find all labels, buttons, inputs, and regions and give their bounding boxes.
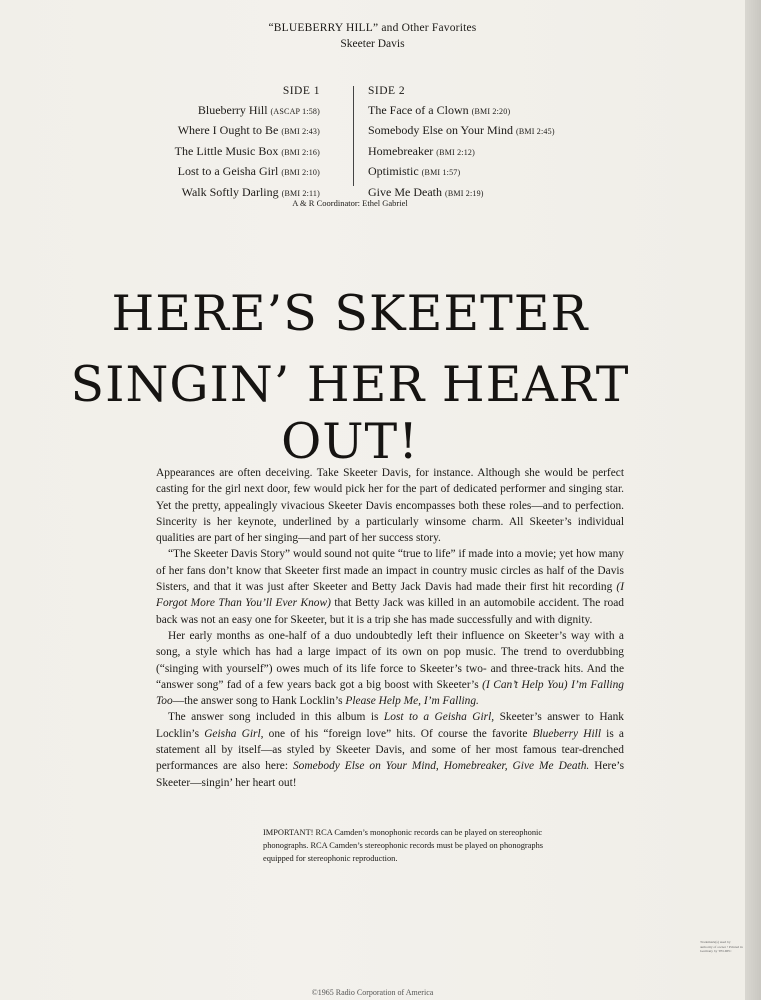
track-meta: (BMI 2:12) [436,147,475,157]
track-title: Somebody Else on Your Mind [368,123,514,137]
song-title-italic: (I Forgot More Than You’ll Ever Know) [156,581,624,610]
track-list-item [110,101,320,122]
album-artist: Skeeter Davis [340,38,405,50]
track-title: Give Me Death [368,184,442,199]
song-title-italic: Geisha Girl, [204,727,264,740]
track-list-item [368,101,568,122]
track-meta: (BMI 2:45) [516,127,555,136]
track-meta: (ASCAP 1:58) [270,106,320,116]
side-1-column [110,82,320,203]
text-run: one of his “foreign love” hits. Of course the favorite [263,727,533,740]
text-run: The answer song included in this album is [168,711,384,724]
track-list-item [368,121,568,142]
song-title-italic: Somebody Else on Your Mind, Homebreaker, Give Me Death. [292,760,590,773]
liner-paragraph [156,628,624,709]
text-run: Here’s Skeeter—singin’ her heart out! [156,760,625,789]
track-meta: (BMI 2:11) [281,188,320,198]
tracklist [140,82,560,199]
scan-edge-strip [745,0,761,1000]
liner-notes [156,465,624,791]
side-1-label: SIDE 1 [282,85,320,97]
side-2-label: SIDE 2 [368,85,406,97]
text-run: —the answer song to Hank Locklin’s [172,695,346,708]
track-title: Optimistic [368,164,419,178]
album-title: “BLUEBERRY HILL” and Other Favorites [268,22,477,34]
track-meta: (BMI 2:20) [471,106,511,116]
track-list-item [368,142,568,163]
liner-paragraph: Appearances are often deceiving. Take Skeeter Davis, for instance. Although she would be perfect casting for the girl next door, few would pick her for the part of dedicated performer and singing star. Yet the pretty, appealingly vivacious Skeeter Davis encompasses both these roles—and to perfection. Sincerity is her keynote, underlined by a particularly winsome charm. All Skeeter’s individual qualities are part of her singing—and part of her success story. [156,467,624,545]
liner-paragraph [156,709,624,790]
track-title: Where I Ought to Be [177,123,279,137]
playback-notice: IMPORTANT! RCA Camden’s monophonic records can be played on stereophonic phonographs. RCA Camden’s stereophonic records must be played on phonographs equipped for stereophonic reproduction. [263,828,544,863]
track-list-item [368,162,568,183]
track-list-item [110,121,320,142]
text-run: Her early months as one-half of a duo undoubtedly left their influence on Skeeter’s way with a song, a style which has had a large impact of its own on pop music. The trend to overdubbing (“singing with yourself”) owes much of its life force to Skeeter’s two- and three-track hits. And the “answer song” fad of a few years back got a big boost with Skeeter’s [156,629,624,691]
text-run: that Betty Jack was killed in an automobile accident. The road back was not an easy one for Skeeter, but it is a trip she has made successfully and with dignity. [156,597,625,626]
text-run: is a statement all by itself—as styled by Skeeter Davis, and some of her most famous tear-drenched performances are also here: [156,727,624,773]
track-meta: (BMI 2:10) [281,168,320,177]
track-meta: (BMI 2:43) [281,127,320,136]
track-title: The Little Music Box [174,143,279,158]
track-meta: (BMI 1:57) [421,168,461,177]
text-run: “The Skeeter Davis Story” would sound not quite “true to life” if made into a movie; yet how many of her fans don’t know that Skeeter first made an impact in country music circles as half of the Davis Sisters, and that it was just after Skeeter and Betty Jack Davis had made their first hit recording [156,548,624,594]
track-title: Lost to a Geisha Girl [177,164,279,178]
ar-coordinator-credit: A & R Coordinator: Ethel Gabriel [292,198,408,208]
song-title-italic: Lost to a Geisha Girl, [383,711,495,724]
headline-line-2: SINGIN’ HER HEART OUT! [70,356,630,470]
track-list-item [110,142,320,163]
text-run: Skeeter’s answer to Hank Locklin’s [156,711,624,740]
liner-paragraph [156,546,624,627]
side-2-column [368,82,568,203]
copyright-line: ©1965 Radio Corporation of America [311,988,434,997]
track-title: Walk Softly Darling [181,184,279,199]
headline-line-1: HERE’S SKEETER [111,285,589,342]
track-meta: (BMI 2:19) [444,188,484,198]
track-meta: (BMI 2:16) [281,147,320,157]
fine-print: Trademark(s) used by authority of owner • Printed in Germany by TELDEC [700,940,743,953]
track-title: Homebreaker [368,143,434,158]
track-list-item [110,162,320,183]
song-title-italic: (I Can’t Help You) I’m Falling Too [156,678,624,708]
side-divider [353,86,354,186]
song-title-italic: Blueberry Hill [532,727,601,740]
track-title: The Face of a Clown [368,102,469,117]
track-title: Blueberry Hill [197,102,268,117]
song-title-italic: Please Help Me, I’m Falling. [345,695,479,708]
